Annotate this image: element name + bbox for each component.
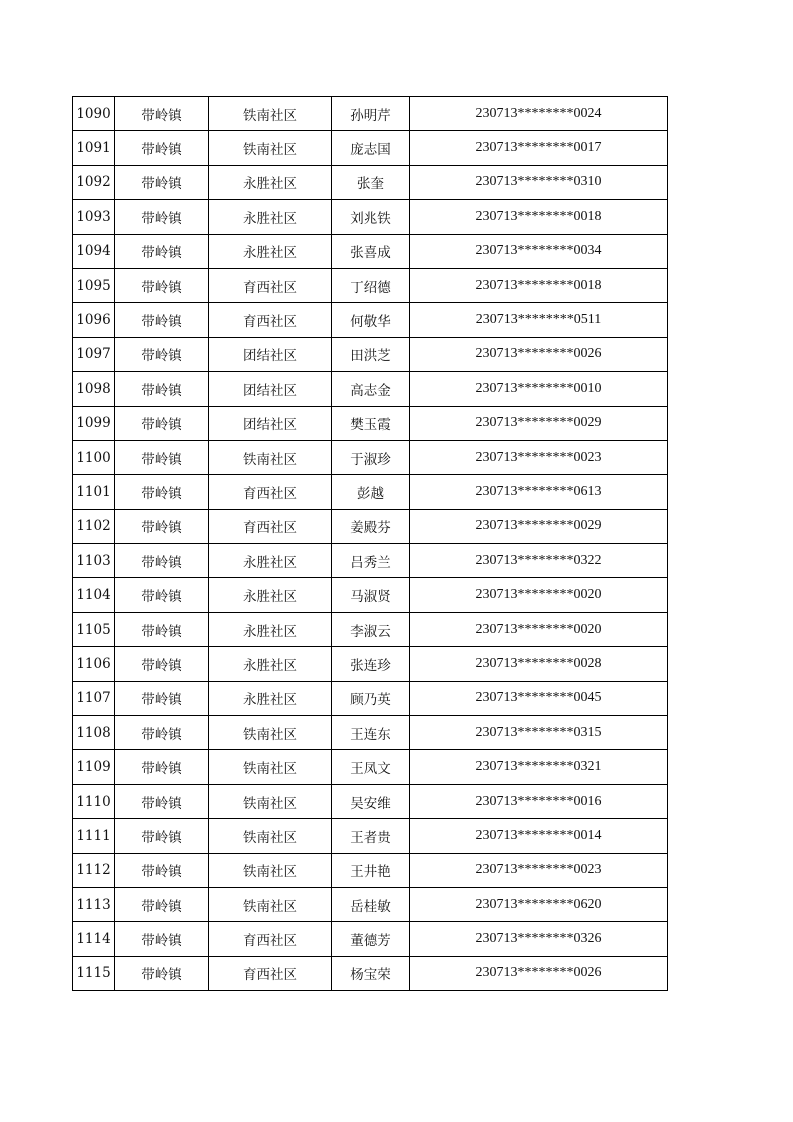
row-number-cell: 1106 — [73, 647, 115, 681]
town-cell: 带岭镇 — [115, 887, 209, 921]
row-number-cell: 1092 — [73, 165, 115, 199]
community-cell: 铁南社区 — [209, 131, 332, 165]
person-name-cell: 李淑云 — [332, 612, 410, 646]
community-cell: 永胜社区 — [209, 544, 332, 578]
person-name-cell: 张连珍 — [332, 647, 410, 681]
person-name-cell: 王井艳 — [332, 853, 410, 887]
id-number-cell: 230713********0326 — [410, 922, 668, 956]
community-cell: 育西社区 — [209, 956, 332, 990]
row-number-cell: 1107 — [73, 681, 115, 715]
town-cell: 带岭镇 — [115, 337, 209, 371]
town-cell: 带岭镇 — [115, 475, 209, 509]
town-cell: 带岭镇 — [115, 97, 209, 131]
id-number-cell: 230713********0026 — [410, 337, 668, 371]
id-number-cell: 230713********0045 — [410, 681, 668, 715]
town-cell: 带岭镇 — [115, 509, 209, 543]
table-row — [73, 681, 668, 715]
table-row — [73, 853, 668, 887]
community-cell: 永胜社区 — [209, 681, 332, 715]
table-row — [73, 509, 668, 543]
community-cell: 团结社区 — [209, 406, 332, 440]
row-number-cell: 1093 — [73, 200, 115, 234]
town-cell: 带岭镇 — [115, 200, 209, 234]
person-name-cell: 姜殿芬 — [332, 509, 410, 543]
row-number-cell: 1111 — [73, 819, 115, 853]
table-row — [73, 887, 668, 921]
community-cell: 铁南社区 — [209, 819, 332, 853]
table-row — [73, 268, 668, 302]
community-cell: 永胜社区 — [209, 200, 332, 234]
community-cell: 铁南社区 — [209, 784, 332, 818]
person-name-cell: 于淑珍 — [332, 440, 410, 474]
row-number-cell: 1091 — [73, 131, 115, 165]
person-name-cell: 杨宝荣 — [332, 956, 410, 990]
table-row — [73, 544, 668, 578]
town-cell: 带岭镇 — [115, 303, 209, 337]
person-name-cell: 顾乃英 — [332, 681, 410, 715]
table-row — [73, 956, 668, 990]
row-number-cell: 1105 — [73, 612, 115, 646]
town-cell: 带岭镇 — [115, 612, 209, 646]
table-row — [73, 750, 668, 784]
town-cell: 带岭镇 — [115, 440, 209, 474]
community-cell: 育西社区 — [209, 303, 332, 337]
community-cell: 铁南社区 — [209, 853, 332, 887]
person-name-cell: 何敬华 — [332, 303, 410, 337]
community-cell: 永胜社区 — [209, 165, 332, 199]
town-cell: 带岭镇 — [115, 165, 209, 199]
community-cell: 永胜社区 — [209, 234, 332, 268]
table-row — [73, 131, 668, 165]
person-name-cell: 王连东 — [332, 716, 410, 750]
person-name-cell: 田洪芝 — [332, 337, 410, 371]
id-number-cell: 230713********0321 — [410, 750, 668, 784]
town-cell: 带岭镇 — [115, 544, 209, 578]
person-name-cell: 高志金 — [332, 372, 410, 406]
town-cell: 带岭镇 — [115, 578, 209, 612]
id-number-cell: 230713********0026 — [410, 956, 668, 990]
id-number-cell: 230713********0023 — [410, 853, 668, 887]
roster-table — [72, 96, 668, 991]
row-number-cell: 1100 — [73, 440, 115, 474]
id-number-cell: 230713********0620 — [410, 887, 668, 921]
table-row — [73, 475, 668, 509]
id-number-cell: 230713********0029 — [410, 509, 668, 543]
community-cell: 永胜社区 — [209, 578, 332, 612]
town-cell: 带岭镇 — [115, 406, 209, 440]
row-number-cell: 1115 — [73, 956, 115, 990]
community-cell: 团结社区 — [209, 372, 332, 406]
community-cell: 铁南社区 — [209, 97, 332, 131]
row-number-cell: 1097 — [73, 337, 115, 371]
id-number-cell: 230713********0024 — [410, 97, 668, 131]
community-cell: 永胜社区 — [209, 612, 332, 646]
table-row — [73, 784, 668, 818]
id-number-cell: 230713********0014 — [410, 819, 668, 853]
community-cell: 永胜社区 — [209, 647, 332, 681]
table-row — [73, 165, 668, 199]
person-name-cell: 董德芳 — [332, 922, 410, 956]
person-name-cell: 张喜成 — [332, 234, 410, 268]
community-cell: 铁南社区 — [209, 887, 332, 921]
table-row — [73, 372, 668, 406]
row-number-cell: 1096 — [73, 303, 115, 337]
town-cell: 带岭镇 — [115, 268, 209, 302]
id-number-cell: 230713********0029 — [410, 406, 668, 440]
person-name-cell: 马淑贤 — [332, 578, 410, 612]
row-number-cell: 1113 — [73, 887, 115, 921]
row-number-cell: 1095 — [73, 268, 115, 302]
row-number-cell: 1103 — [73, 544, 115, 578]
person-name-cell: 彭越 — [332, 475, 410, 509]
community-cell: 铁南社区 — [209, 716, 332, 750]
row-number-cell: 1102 — [73, 509, 115, 543]
table-row — [73, 819, 668, 853]
id-number-cell: 230713********0018 — [410, 268, 668, 302]
roster-table-body — [73, 97, 668, 991]
person-name-cell: 张奎 — [332, 165, 410, 199]
id-number-cell: 230713********0310 — [410, 165, 668, 199]
table-row — [73, 234, 668, 268]
table-row — [73, 406, 668, 440]
person-name-cell: 岳桂敏 — [332, 887, 410, 921]
row-number-cell: 1099 — [73, 406, 115, 440]
id-number-cell: 230713********0020 — [410, 578, 668, 612]
id-number-cell: 230713********0315 — [410, 716, 668, 750]
town-cell: 带岭镇 — [115, 372, 209, 406]
row-number-cell: 1110 — [73, 784, 115, 818]
person-name-cell: 吴安维 — [332, 784, 410, 818]
community-cell: 育西社区 — [209, 475, 332, 509]
id-number-cell: 230713********0010 — [410, 372, 668, 406]
id-number-cell: 230713********0016 — [410, 784, 668, 818]
table-row — [73, 200, 668, 234]
row-number-cell: 1109 — [73, 750, 115, 784]
town-cell: 带岭镇 — [115, 647, 209, 681]
id-number-cell: 230713********0017 — [410, 131, 668, 165]
row-number-cell: 1094 — [73, 234, 115, 268]
table-row — [73, 647, 668, 681]
row-number-cell: 1112 — [73, 853, 115, 887]
table-row — [73, 97, 668, 131]
person-name-cell: 王者贵 — [332, 819, 410, 853]
id-number-cell: 230713********0018 — [410, 200, 668, 234]
table-row — [73, 612, 668, 646]
id-number-cell: 230713********0028 — [410, 647, 668, 681]
town-cell: 带岭镇 — [115, 956, 209, 990]
town-cell: 带岭镇 — [115, 784, 209, 818]
row-number-cell: 1098 — [73, 372, 115, 406]
town-cell: 带岭镇 — [115, 853, 209, 887]
table-row — [73, 578, 668, 612]
person-name-cell: 樊玉霞 — [332, 406, 410, 440]
town-cell: 带岭镇 — [115, 819, 209, 853]
town-cell: 带岭镇 — [115, 716, 209, 750]
community-cell: 团结社区 — [209, 337, 332, 371]
id-number-cell: 230713********0613 — [410, 475, 668, 509]
row-number-cell: 1090 — [73, 97, 115, 131]
row-number-cell: 1108 — [73, 716, 115, 750]
id-number-cell: 230713********0322 — [410, 544, 668, 578]
community-cell: 育西社区 — [209, 509, 332, 543]
table-row — [73, 922, 668, 956]
person-name-cell: 孙明芹 — [332, 97, 410, 131]
community-cell: 铁南社区 — [209, 440, 332, 474]
community-cell: 育西社区 — [209, 922, 332, 956]
community-cell: 铁南社区 — [209, 750, 332, 784]
town-cell: 带岭镇 — [115, 234, 209, 268]
table-row — [73, 303, 668, 337]
row-number-cell: 1101 — [73, 475, 115, 509]
person-name-cell: 王凤文 — [332, 750, 410, 784]
table-row — [73, 716, 668, 750]
table-row — [73, 440, 668, 474]
person-name-cell: 庞志国 — [332, 131, 410, 165]
town-cell: 带岭镇 — [115, 922, 209, 956]
person-name-cell: 刘兆铁 — [332, 200, 410, 234]
person-name-cell: 吕秀兰 — [332, 544, 410, 578]
town-cell: 带岭镇 — [115, 750, 209, 784]
community-cell: 育西社区 — [209, 268, 332, 302]
row-number-cell: 1104 — [73, 578, 115, 612]
id-number-cell: 230713********0020 — [410, 612, 668, 646]
person-name-cell: 丁绍德 — [332, 268, 410, 302]
town-cell: 带岭镇 — [115, 131, 209, 165]
id-number-cell: 230713********0511 — [410, 303, 668, 337]
id-number-cell: 230713********0023 — [410, 440, 668, 474]
table-row — [73, 337, 668, 371]
town-cell: 带岭镇 — [115, 681, 209, 715]
id-number-cell: 230713********0034 — [410, 234, 668, 268]
row-number-cell: 1114 — [73, 922, 115, 956]
